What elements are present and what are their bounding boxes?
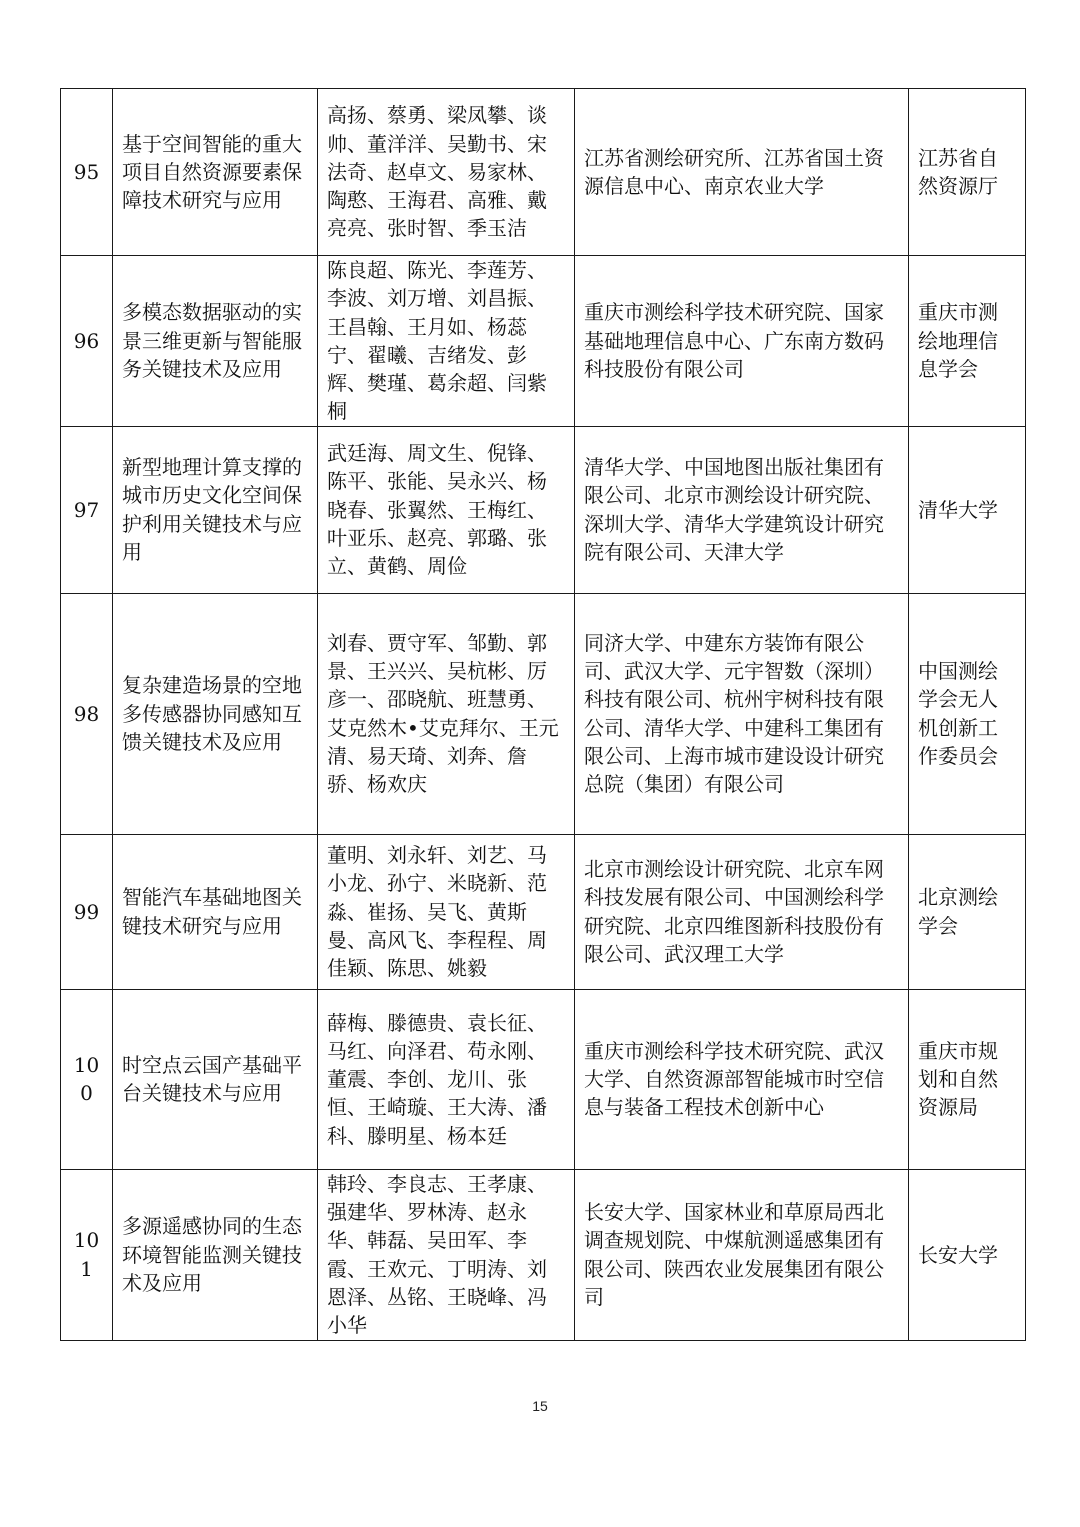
row-number: 95 [61, 89, 113, 256]
completing-units: 重庆市测绘科学技术研究院、国家基础地理信息中心、广东南方数码科技股份有限公司 [575, 256, 909, 427]
row-number: 96 [61, 256, 113, 427]
project-title: 多源遥感协同的生态环境智能监测关键技术及应用 [113, 1169, 318, 1340]
nominating-unit: 重庆市测绘地理信息学会 [909, 256, 1026, 427]
row-number: 99 [61, 834, 113, 989]
table-row [61, 834, 1026, 989]
team-members: 刘春、贾守军、邹勤、郭景、王兴兴、吴杭彬、厉彦一、邵晓航、班慧勇、艾克然木•艾克拜尔、王元清、易天琦、刘奔、詹骄、杨欢庆 [318, 593, 575, 834]
award-projects-table [60, 88, 1026, 1341]
project-title: 复杂建造场景的空地多传感器协同感知互馈关键技术及应用 [113, 593, 318, 834]
team-members: 薛梅、滕德贵、袁长征、马红、向泽君、苟永刚、董震、李创、龙川、张恒、王崎璇、王大涛、潘科、滕明星、杨本廷 [318, 989, 575, 1169]
team-members: 高扬、蔡勇、梁凤攀、谈帅、董洋洋、吴勤书、宋法奇、赵卓文、易家林、陶憨、王海君、高雅、戴亮亮、张时智、季玉洁 [318, 89, 575, 256]
nominating-unit: 江苏省自然资源厅 [909, 89, 1026, 256]
team-members: 韩玲、李良志、王孝康、强建华、罗林涛、赵永华、韩磊、吴田军、李霞、王欢元、丁明涛、刘恩泽、丛铭、王晓峰、冯小华 [318, 1169, 575, 1340]
team-members: 董明、刘永轩、刘艺、马小龙、孙宁、米晓新、范淼、崔扬、吴飞、黄斯曼、高风飞、李程程、周佳颖、陈思、姚毅 [318, 834, 575, 989]
page-number: 15 [532, 1398, 548, 1414]
project-title: 基于空间智能的重大项目自然资源要素保障技术研究与应用 [113, 89, 318, 256]
nominating-unit: 重庆市规划和自然资源局 [909, 989, 1026, 1169]
completing-units: 北京市测绘设计研究院、北京车网科技发展有限公司、中国测绘科学研究院、北京四维图新科技股份有限公司、武汉理工大学 [575, 834, 909, 989]
completing-units: 长安大学、国家林业和草原局西北调查规划院、中煤航测遥感集团有限公司、陕西农业发展集团有限公司 [575, 1169, 909, 1340]
completing-units: 清华大学、中国地图出版社集团有限公司、北京市测绘设计研究院、深圳大学、清华大学建筑设计研究院有限公司、天津大学 [575, 426, 909, 593]
project-title: 多模态数据驱动的实景三维更新与智能服务关键技术及应用 [113, 256, 318, 427]
completing-units: 同济大学、中建东方装饰有限公司、武汉大学、元宇智数（深圳）科技有限公司、杭州宇树科技有限公司、清华大学、中建科工集团有限公司、上海市城市建设设计研究总院（集团）有限公司 [575, 593, 909, 834]
nominating-unit: 中国测绘学会无人机创新工作委员会 [909, 593, 1026, 834]
team-members: 武廷海、周文生、倪锋、陈平、张能、吴永兴、杨晓春、张翼然、王梅红、叶亚乐、赵亮、郭璐、张立、黄鹤、周俭 [318, 426, 575, 593]
nominating-unit: 北京测绘学会 [909, 834, 1026, 989]
team-members: 陈良超、陈光、李莲芳、李波、刘万增、刘昌振、王昌翰、王月如、杨蕊宁、翟曦、吉绪发、彭辉、樊瑾、葛余超、闫紫桐 [318, 256, 575, 427]
row-number: 98 [61, 593, 113, 834]
row-number: 97 [61, 426, 113, 593]
nominating-unit: 清华大学 [909, 426, 1026, 593]
project-title: 智能汽车基础地图关键技术研究与应用 [113, 834, 318, 989]
completing-units: 重庆市测绘科学技术研究院、武汉大学、自然资源部智能城市时空信息与装备工程技术创新中心 [575, 989, 909, 1169]
table-row [61, 256, 1026, 427]
table-row [61, 1169, 1026, 1340]
project-title: 时空点云国产基础平台关键技术与应用 [113, 989, 318, 1169]
table-row [61, 989, 1026, 1169]
row-number: 100 [61, 989, 113, 1169]
table-row [61, 426, 1026, 593]
nominating-unit: 长安大学 [909, 1169, 1026, 1340]
project-title: 新型地理计算支撑的城市历史文化空间保护利用关键技术与应用 [113, 426, 318, 593]
row-number: 101 [61, 1169, 113, 1340]
table-row [61, 89, 1026, 256]
completing-units: 江苏省测绘研究所、江苏省国土资源信息中心、南京农业大学 [575, 89, 909, 256]
table-row [61, 593, 1026, 834]
